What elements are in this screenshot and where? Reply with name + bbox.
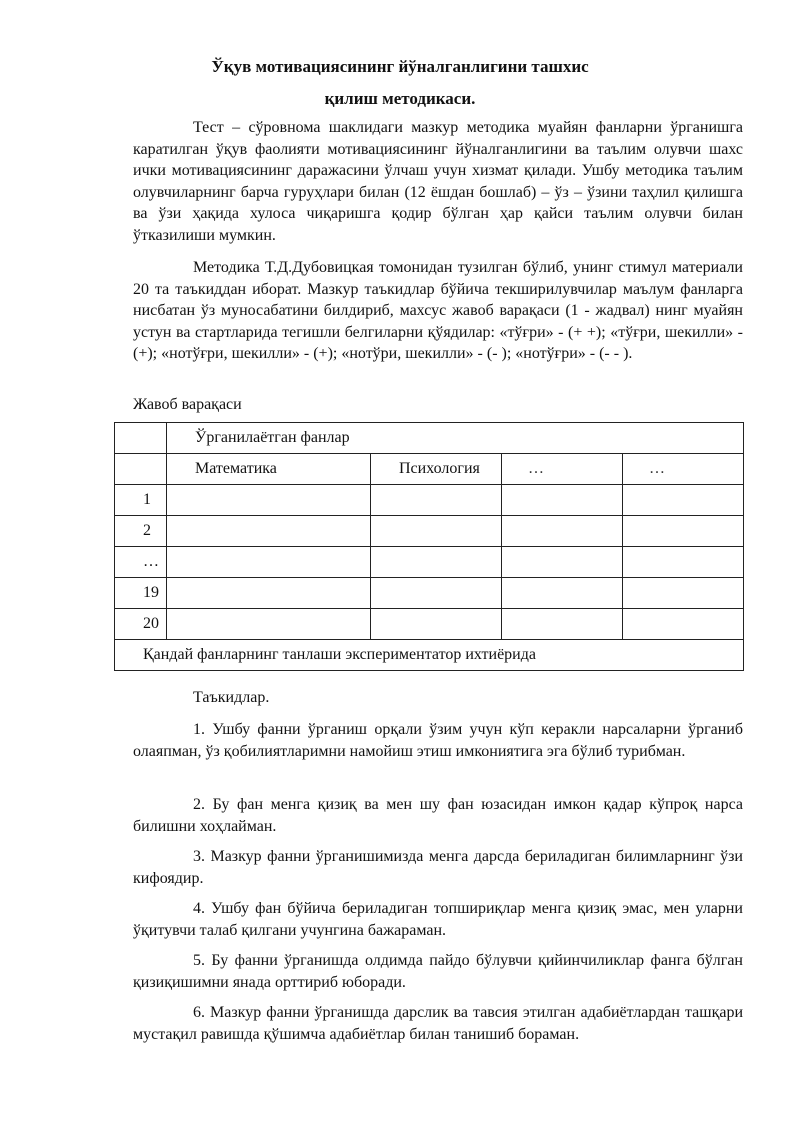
table-footer-row [115,640,744,671]
table-row [115,609,744,640]
answer-cell[interactable] [623,516,744,547]
corner-cell [115,423,167,454]
row-number: 19 [115,578,167,609]
table-row [115,485,744,516]
answer-cell[interactable] [623,609,744,640]
table-row [115,578,744,609]
subject-header: … [502,454,623,485]
answer-cell[interactable] [371,516,502,547]
table-footer-note: Қандай фанларнинг танлаши экспериментатор ихтиёрида [115,640,744,671]
answer-cell[interactable] [623,547,744,578]
answer-cell[interactable] [502,485,623,516]
answer-cell[interactable] [502,578,623,609]
method-paragraph: Методика Т.Д.Дубовицкая томонидан тузилган бўлиб, унинг стимул материали 20 та таъкиддан иборат. Мазкур таъкидлар бўйича текширилувчилар маълум фанларга нисбатан ўз муносабатини билдириб, махсус жавоб варақаси (1 - жадвал) нинг муайян устун ва стартларида тегишли белгиларни қўядилар: «тўғри» - (+ +); «тўғри, шекилли» - (+); «нотўғри, шекилли» - (+); «нотўри, шекилли» - (- ); «нотўғри» - (- - ). [133,259,743,363]
table-row [115,516,744,547]
answer-sheet-table [114,422,744,671]
answer-cell[interactable] [623,485,744,516]
subject-header: Математика [167,454,371,485]
document-title-line-2: қилиш методикаси. [324,89,476,108]
table-header-row [115,423,744,454]
statement-item: 3. Мазкур фанни ўрганишимизда менга дарсда бериладиган билимларнинг ўзи кифоядир. [133,848,743,887]
statements-heading: Таъкидлар. [193,689,270,706]
answer-cell[interactable] [167,609,371,640]
answer-cell[interactable] [167,578,371,609]
answer-cell[interactable] [502,547,623,578]
answer-cell[interactable] [167,547,371,578]
row-number: 1 [115,485,167,516]
subjects-group-header: Ўрганилаётган фанлар [167,423,744,454]
answer-cell[interactable] [167,485,371,516]
row-number: 20 [115,609,167,640]
statement-item: 6. Мазкур фанни ўрганишда дарслик ва тавсия этилган адабиётлардан ташқари мустақил равишда қўшимча адабиётлар билан танишиб бораман. [133,1004,743,1043]
answer-sheet-caption: Жавоб варақаси [133,396,242,413]
statement-item: 2. Бу фан менга қизиқ ва мен шу фан юзасидан имкон қадар кўпроқ нарса билишни хоҳлайман. [133,796,743,835]
answer-cell[interactable] [371,485,502,516]
answer-cell[interactable] [502,516,623,547]
answer-cell[interactable] [371,609,502,640]
subjects-row [115,454,744,485]
answer-cell[interactable] [167,516,371,547]
answer-cell[interactable] [623,578,744,609]
subject-header: Психология [371,454,502,485]
statement-item: 4. Ушбу фан бўйича бериладиган топшириқлар менга қизиқ эмас, мен уларни ўқитувчи талаб қилгани учунгина бажараман. [133,900,743,939]
answer-cell[interactable] [371,578,502,609]
document-title-line-1: Ўқув мотивациясининг йўналганлигини ташхис [211,57,589,76]
table-row [115,547,744,578]
subject-header: … [623,454,744,485]
statement-item: 1. Ушбу фанни ўрганиш орқали ўзим учун кўп керакли нарсаларни ўрганиб олаяпман, ўз қобилиятларимни намойиш этиш имкониятига эга бўлиб турибман. [133,721,743,760]
row-number: 2 [115,516,167,547]
statement-item: 5. Бу фанни ўрганишда олдимда пайдо бўлувчи қийинчиликлар фанга бўлган қизиқишимни янада орттириб юборади. [133,952,743,991]
answer-cell[interactable] [502,609,623,640]
answer-cell[interactable] [371,547,502,578]
corner-cell [115,454,167,485]
intro-paragraph: Тест – сўровнома шаклидаги мазкур методика муайян фанларни ўрганишга каратилган ўқув фаолияти мотивациясининг йўналганлигини ва таълим олувчи шахс ички мотивациясининг даражасини ўлчаш учун хизмат қилади. Ушбу методика таълим олувчиларнинг барча гуруҳлари билан (12 ёшдан бошлаб) – ўз – ўзини таҳлил қилишга ва ўзи ҳақида хулоса чиқаришга қодир бўлган ҳар қайси таълим олувчи билан ўтказилиши мумкин. [133,119,743,244]
row-number: … [115,547,167,578]
